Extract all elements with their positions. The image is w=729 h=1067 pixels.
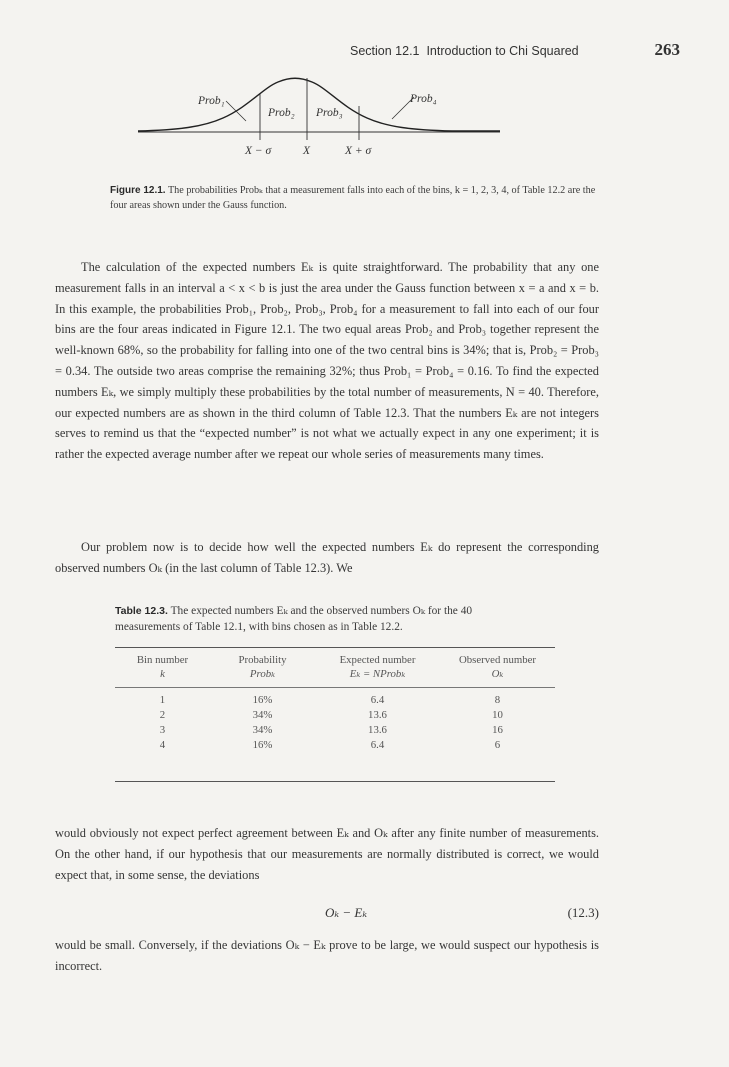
label-prob1: Prob₁ [198, 95, 225, 107]
table-header-row [115, 648, 555, 688]
header-probability [210, 653, 315, 681]
header-cell-symbol: Probₖ [249, 668, 276, 680]
equation-12-3 [55, 905, 599, 927]
table-cell: 1 [159, 694, 166, 706]
table-row [115, 738, 555, 753]
table-cell: 34% [252, 724, 273, 736]
table-cell: 13.6 [368, 709, 387, 721]
table-cell: 6 [494, 739, 501, 751]
page-number: 263 [654, 40, 680, 59]
tick-label-plus-sigma: X + σ [345, 145, 372, 157]
header-cell-line: Bin number [136, 654, 189, 666]
figure-caption-label: Figure 12.1. [110, 185, 166, 196]
label-prob4: Prob₄ [410, 93, 437, 105]
section-title: Introduction to Chi Squared [426, 44, 579, 58]
header-cell-line: Observed number [458, 654, 537, 666]
paragraph-2: Our problem now is to decide how well the expected numbers Eₖ do represent the corresponding observed numbers Oₖ (in the last column of Table 12.3). We [55, 540, 599, 575]
table-cell: 3 [159, 724, 166, 736]
arrow-prob1 [226, 101, 246, 121]
tick-label-minus-sigma: X − σ [245, 145, 272, 157]
section-heading [350, 44, 579, 58]
header-observed-number [440, 653, 555, 681]
table-cell: 13.6 [368, 724, 387, 736]
table-caption-text: The expected numbers Eₖ and the observed numbers Oₖ for the 40 measurements of Table 12.1, with bins chosen as in Table 12.2. [115, 605, 473, 633]
paragraph-1: The calculation of the expected numbers Eₖ is quite straightforward. The probability that any one measurement falls in an interval a < x < b is just the area under the Gauss function between x = a and x = b. In this example, the probabilities Prob₁, Prob₂, Prob₃, Prob₄ for a measurement to fall into each of our four bins are the four areas indicated in Figure 12.1. The two equal areas Prob₂ and Prob₃ together represent the well-known 68%, so the probability for falling into one of the two central bins is 34%; that is, Prob₂ = Prob₃ = 0.34. The outside two areas comprise the remaining 32%; thus Prob₁ = Prob₄ = 0.16. To find the expected numbers Eₖ, we simply multiply these probabilities by the total number of measurements, N = 40. Therefore, our expected numbers are as shown in the third column of Table 12.3. That the numbers Eₖ are not integers serves to remind us that the “expected number” is not what we actually expect in any one experiment; it is rather the expected average number after we repeat our whole series of measurements many times. [55, 260, 599, 462]
tick-label-mean: X [303, 145, 311, 157]
paragraph-3: would obviously not expect perfect agreement between Eₖ and Oₖ after any finite number of measurements. On the other hand, if our hypothesis that our measurements are normally distributed is correct, we would expect that, in some sense, the deviations [55, 826, 599, 882]
data-table [115, 647, 555, 782]
table-cell: 6.4 [370, 739, 385, 751]
table-12-3 [115, 603, 555, 782]
gauss-curve-plot [138, 70, 518, 180]
header-expected-number [315, 653, 440, 681]
table-row [115, 708, 555, 723]
figure-caption-text: The probabilities Probₖ that a measurement falls into each of the bins, k = 1, 2, 3, 4, of Table 12.2 are the four areas shown under the Gauss function. [110, 185, 596, 211]
section-number: Section 12.1 [350, 44, 420, 58]
table-cell: 34% [252, 709, 273, 721]
table-caption-label: Table 12.3. [115, 605, 168, 617]
equation-number: (12.3) [567, 905, 599, 920]
table-cell: 8 [494, 694, 501, 706]
table-cell: 4 [159, 739, 166, 751]
header-cell-symbol: k [160, 668, 165, 680]
table-cell: 6.4 [370, 694, 385, 706]
table-row [115, 723, 555, 738]
figure-caption [110, 183, 600, 213]
label-prob2: Prob₂ [268, 107, 295, 119]
table-caption [115, 603, 535, 635]
equation-expression: Oₖ − Eₖ [325, 905, 368, 920]
table-cell: 16% [252, 694, 273, 706]
table-cell: 16 [492, 724, 503, 736]
header-cell-line: Expected number [339, 654, 416, 666]
header-bin-number [115, 653, 210, 681]
header-cell-symbol: Oₖ [491, 668, 504, 680]
table-cell: 16% [252, 739, 273, 751]
gauss-figure [138, 70, 518, 180]
label-prob3: Prob₃ [316, 107, 343, 119]
gauss-curve [138, 78, 500, 131]
table-row [115, 693, 555, 708]
running-head [350, 40, 680, 60]
table-cell: 2 [159, 709, 166, 721]
table-body [115, 688, 555, 781]
header-cell-line: Probability [238, 654, 287, 666]
paragraph-4: would be small. Conversely, if the deviations Oₖ − Eₖ prove to be large, we would suspect our hypothesis is incorrect. [55, 938, 599, 973]
header-cell-symbol: Eₖ = NProbₖ [349, 668, 406, 680]
table-cell: 10 [492, 709, 503, 721]
